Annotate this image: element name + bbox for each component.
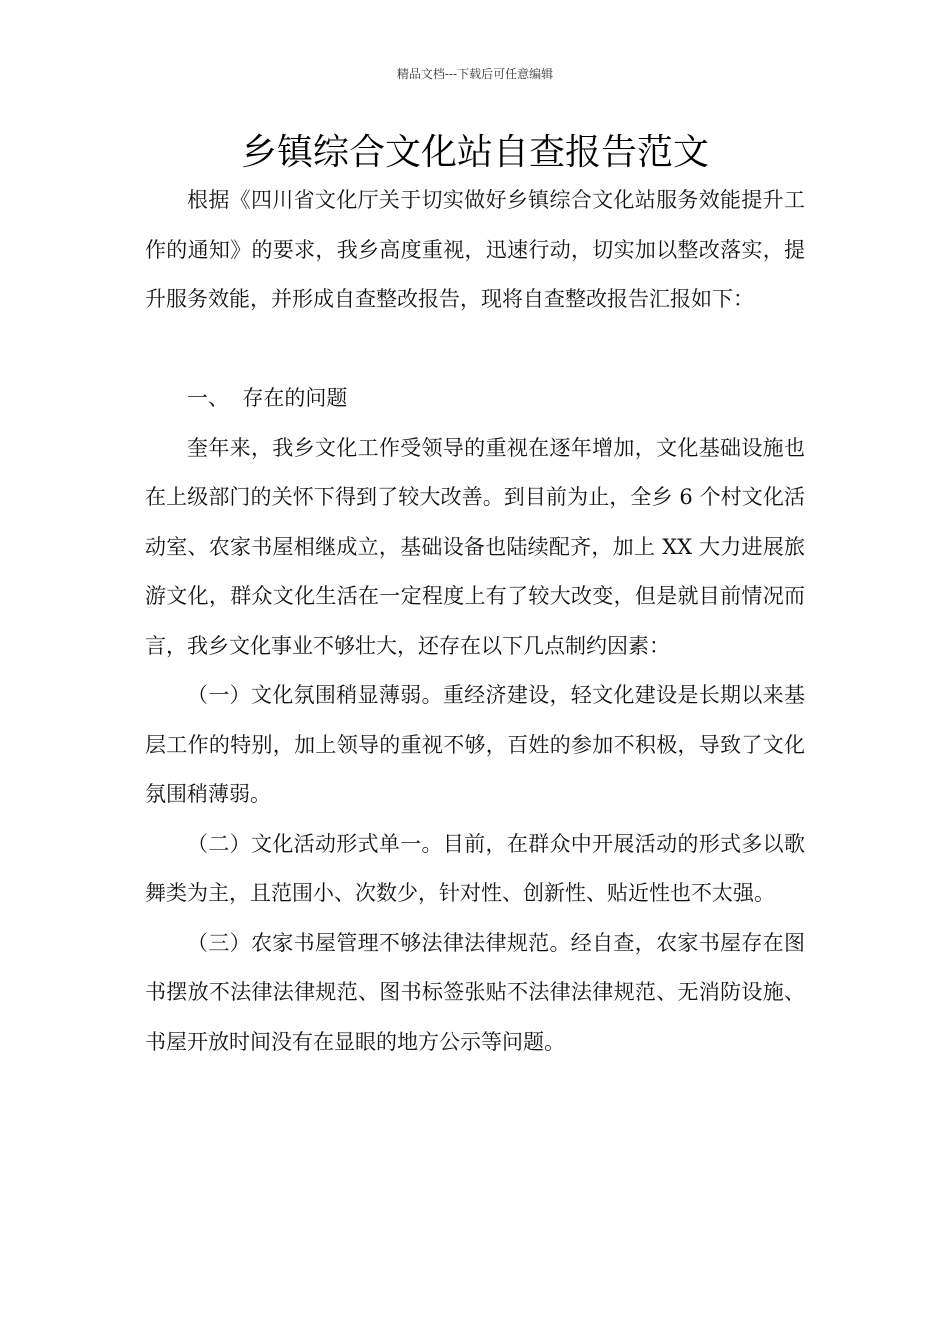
- document-title: 乡镇综合文化站自查报告范文: [240, 132, 709, 173]
- blank-line: [145, 325, 805, 375]
- problem-item-2: （二）文化活动形式单一。目前，在群众中开展活动的形式多以歌舞类为主，且范围小、次数少，针对性、创新性、贴近性也不太强。: [145, 831, 805, 905]
- header-note: 精品文档---下载后可任意编辑: [396, 67, 554, 81]
- problem-item-1: （一）文化氛围稍显薄弱。重经济建设，轻文化建设是长期以来基层工作的特别，加上领导的重视不够，百姓的参加不积极，导致了文化氛围稍薄弱。: [145, 683, 805, 806]
- problem-item-3: （三）农家书屋管理不够法律法律规范。经自查，农家书屋存在图书摆放不法律法律规范、图书标签张贴不法律法律规范、无消防设施、书屋开放时间没有在显眼的地方公示等问题。: [145, 930, 805, 1054]
- document-body: [145, 176, 805, 1067]
- problems-paragraph: 奎年来，我乡文化工作受领导的重视在逐年增加，文化基础设施也在上级部门的关怀下得到了较大改善。到目前为止，全乡 6 个村文化活动室、农家书屋相继成立，基础设备也陆续配齐，加上 XX 大力进展旅游文化，群众文化生活在一定程度上有了较大改变，但是就目前情况而言，我乡文化事业不够壮大，还存在以下几点制约因素：: [145, 435, 805, 658]
- intro-paragraph: 根据《四川省文化厅关于切实做好乡镇综合文化站服务效能提升工作的通知》的要求，我乡高度重视，迅速行动，切实加以整改落实，提升服务效能，并形成自查整改报告，现将自查整改报告汇报如下：: [145, 188, 805, 311]
- section-heading-problems: 一、 存在的问题: [187, 386, 348, 410]
